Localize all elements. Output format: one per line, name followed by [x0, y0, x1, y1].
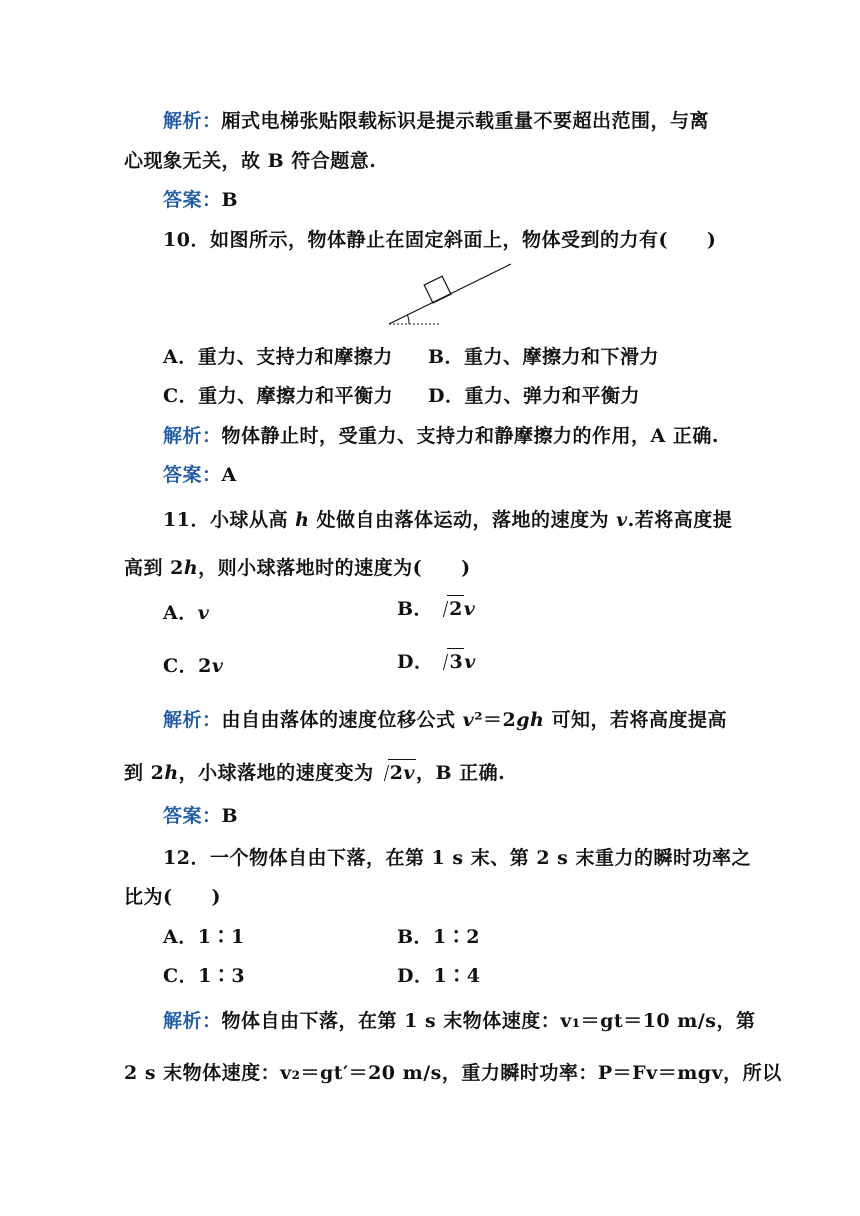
- q11-option-c: [163, 651, 223, 678]
- option-label: C．: [163, 655, 199, 677]
- angle-arc: [408, 315, 410, 324]
- q10-analysis: [163, 421, 719, 448]
- q11-option-b: [397, 594, 475, 621]
- sqrt-symbol: [433, 648, 464, 673]
- q12-stem-line1: 12．一个物体自由下落，在第 1 s 末、第 2 s 末重力的瞬时功率之: [163, 847, 751, 869]
- q10-stem: 10．如图所示，物体静止在固定斜面上，物体受到的力有( ): [163, 229, 717, 251]
- answer-value: B: [221, 189, 239, 211]
- q11-stem-text-b: 处做自由落体运动，落地的速度为: [309, 509, 617, 531]
- q10-option-b: B．重力、摩擦力和下滑力: [428, 346, 660, 368]
- analysis-label: 解析：: [163, 110, 222, 132]
- var-v: v: [463, 598, 476, 620]
- q11-analysis-line2: [124, 758, 505, 785]
- sqrt-symbol: [433, 595, 464, 620]
- coefficient: 2: [198, 655, 212, 677]
- q9-analysis-line1: [163, 106, 709, 133]
- option-label: B．: [397, 598, 434, 620]
- q12-option-c: C．1∶3: [163, 965, 246, 987]
- q9-answer: [163, 185, 238, 212]
- q11-option-a: [163, 598, 209, 625]
- q11-stem-line2: [124, 553, 471, 580]
- block-box: [424, 276, 451, 303]
- analysis-label: 解析：: [163, 1010, 222, 1032]
- var-h: h: [295, 509, 310, 531]
- q11-analysis-text-d: 到 2: [124, 762, 165, 784]
- var-v: v: [197, 602, 210, 624]
- q10-answer: [163, 460, 237, 487]
- q11-stem-line1: [163, 505, 732, 532]
- var-v: v: [616, 509, 628, 531]
- var-v: v: [211, 655, 224, 677]
- q12-analysis-text-b: v₁＝gt＝10 m/s，第: [560, 1010, 756, 1032]
- q11-option-d: [397, 647, 476, 674]
- answer-value: A: [221, 464, 237, 486]
- incline-diagram: [385, 258, 515, 328]
- radicand: [388, 759, 416, 784]
- q11-analysis-text-e: ，小球落地的速度变为: [178, 762, 374, 784]
- option-label: A．: [163, 602, 198, 624]
- q11-analysis-text-a: 由自由落体的速度位移公式: [221, 709, 463, 731]
- q11-analysis-text-f: ，B 正确.: [415, 762, 506, 784]
- q12-analysis-line1: [163, 1006, 756, 1033]
- q9-analysis-line2: 心现象无关，故 B 符合题意.: [124, 150, 377, 172]
- radicand: 2: [447, 595, 464, 620]
- option-label: D．: [397, 651, 434, 673]
- q10-option-d: D．重力、弹力和平衡力: [428, 385, 640, 407]
- var-h: h: [164, 762, 179, 784]
- q11-answer: [163, 801, 238, 828]
- sqrt-symbol: [374, 759, 416, 784]
- q11-analysis-line1: [163, 705, 727, 732]
- radicand: 3: [447, 648, 464, 673]
- q11-stem-text-e: ，则小球落地时的速度为( ): [198, 557, 471, 579]
- q11-analysis-text-c: 可知，若将高度提高: [544, 709, 727, 731]
- radicand-number: 2: [389, 762, 404, 784]
- var-h: h: [183, 557, 199, 579]
- q10-analysis-text: 物体静止时，受重力、支持力和静摩擦力的作用，A 正确.: [221, 425, 719, 447]
- q10-option-c: C．重力、摩擦力和平衡力: [163, 385, 394, 407]
- q12-stem-line2: 比为( ): [124, 886, 221, 908]
- q11-analysis-text-b: ²＝2: [474, 709, 517, 731]
- var-v: v: [462, 709, 475, 731]
- q11-stem-text-c: .若将高度提: [627, 509, 733, 531]
- answer-label: 答案：: [163, 189, 222, 211]
- q11-stem-text-a: 11．小球从高: [163, 509, 296, 531]
- q12-analysis-text-a: 物体自由下落，在第 1 s 末物体速度：: [221, 1010, 561, 1032]
- answer-label: 答案：: [163, 805, 222, 827]
- var-gh: gh: [516, 709, 545, 731]
- var-v: v: [403, 762, 415, 784]
- q12-option-d: D．1∶4: [397, 965, 481, 987]
- var-v: v: [464, 651, 476, 673]
- q9-analysis-text-1: 厢式电梯张贴限载标识是提示载重量不要超出范围，与离: [221, 110, 710, 132]
- q12-analysis-line2: 2 s 末物体速度：v₂＝gt′＝20 m/s，重力瞬时功率：P＝Fv＝mgv，所以: [124, 1062, 782, 1084]
- q12-option-b: B．1∶2: [397, 926, 480, 948]
- answer-value: B: [221, 805, 239, 827]
- q12-option-a: A．1∶1: [163, 926, 245, 948]
- q11-stem-text-d: 高到 2: [124, 557, 184, 579]
- analysis-label: 解析：: [163, 425, 222, 447]
- q10-option-a: A．重力、支持力和摩擦力: [163, 346, 393, 368]
- answer-label: 答案：: [163, 464, 222, 486]
- analysis-label: 解析：: [163, 709, 222, 731]
